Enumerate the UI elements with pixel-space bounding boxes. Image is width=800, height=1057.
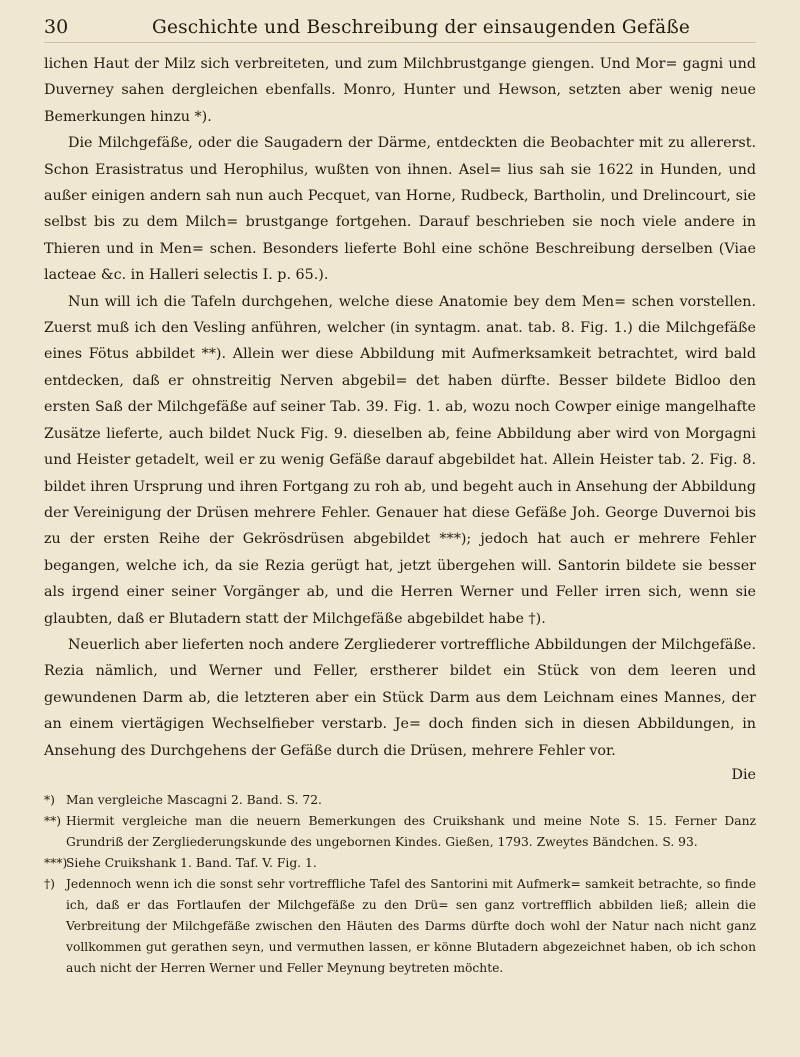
running-title: Geschichte und Beschreibung der einsaugenden Gefäße	[151, 17, 691, 38]
paragraph-1: lichen Haut der Milz sich verbreiteten, und zum Milchbrustgange giengen. Und Mor= gagni und Duverney sahen dergleichen ebenfalls. Monro, Hunter und Hewson, setzten aber wenig neue Bemerkungen hinzu *).	[44, 56, 756, 125]
paragraph-3: Nun will ich die Tafeln durchgehen, welche diese Anatomie bey dem Men= schen vorstellen. Zuerst muß ich den Vesling anführen, welcher (in syntagm. anat. tab. 8. Fig. 1.) die Milchgefäße eines Fötus abbildet **). Allein wer diese Abbildung mit Aufmerksamkeit betrachtet, wird bald entdecken, daß er ohnstreitig Nerven abgebil= det haben dürfte. Besser bildete Bidloo den ersten Saß der Milchgefäße auf seiner Tab. 39. Fig. 1. ab, wozu noch Cowper einige mangelhafte Zusätze lieferte, auch bildet Nuck Fig. 9. dieselben ab, feine Abbildung aber wird von Morgagni und Heister getadelt, weil er zu wenig Gefäße darauf abgebildet hat. Allein Heister tab. 2. Fig. 8. bildet ihren Ursprung und ihren Fortgang zu roh ab, und begeht auch in Ansehung der Abbildung der Vereinigung der Drüsen mehrere Fehler. Genauer hat diese Gefäße Joh. George Duvernoi bis zu der ersten Reihe der Gekrösdrüsen abgebildet ***); jedoch hat auch er mehrere Fehler begangen, welche ich, da sie Rezia gerügt hat, jetzt übergehen will. Santorin bildete sie besser als irgend einer seiner Vorgänger ab, und die Herren Werner und Feller irren sich, wenn sie glaubten, daß er Blutadern statt der Milchgefäße abgebildet habe †).	[44, 293, 756, 627]
footnotes	[44, 790, 756, 979]
footnote-4	[44, 874, 756, 979]
footnote-text: Hiermit vergleiche man die neuern Bemerkungen des Cruikshank und meine Note S. 15. Ferner Danz Grundriß der Zergliederungskunde des ungebornen Kindes. Gießen, 1793. Zweytes Bändchen. S. 93.	[66, 813, 756, 849]
footnote-text: Siehe Cruikshank 1. Band. Taf. V. Fig. 1.	[66, 855, 317, 870]
footnote-1	[44, 790, 756, 811]
footnote-mark: ***)	[44, 855, 68, 870]
footnote-mark: **)	[44, 813, 62, 828]
footnote-text: Man vergleiche Mascagni 2. Band. S. 72.	[66, 792, 322, 807]
footnote-mark: *)	[44, 792, 55, 807]
footnote-2	[44, 811, 756, 853]
footnote-text: Jedennoch wenn ich die sonst sehr vortreffliche Tafel des Santorini mit Aufmerk= samkeit betrachte, so finde ich, daß er das Fortlaufen der Milchgefäße zu den Drü= sen ganz vortrefflich abbilden ließ; allein die Verbreitung der Milchgefäße zwischen den Häuten des Darms dürfte doch wohl der Natur nach nicht ganz vollkommen gut gerathen seyn, und vermuthen lassen, er könne Blutadern abgezeichnet haben, ob ich schon auch nicht der Herren Werner und Feller Meynung beytreten möchte.	[66, 876, 756, 975]
paragraph-2: Die Milchgefäße, oder die Saugadern der Därme, entdeckten die Beobachter mit zu allererst. Schon Erasistratus und Herophilus, wußten von ihnen. Asel= lius sah sie 1622 in Hunden, und außer einigen andern sah nun auch Pecquet, van Horne, Rudbeck, Bartholin, und Drelincourt, sie selbst bis zu dem Milch= brustgange fortgehen. Darauf beschrieben sie noch viele andere in Thieren und in Men= schen. Besonders lieferte Bohl eine schöne Beschreibung derselben (Viae lacteae &c. in Halleri selectis I. p. 65.).	[44, 135, 756, 284]
page-number: 30	[44, 16, 69, 38]
body-text	[44, 51, 756, 764]
footnote-3	[44, 853, 756, 874]
paragraph-4: Neuerlich aber lieferten noch andere Zergliederer vortreffliche Abbildungen der Milchgefäße. Rezia nämlich, und Werner und Feller, erstherer bildet ein Stück von dem leeren und gewundenen Darm ab, die letzteren aber ein Stück Darm aus dem Leichnam eines Mannes, der an einem viertägigen Wechselfieber verstarb. Je= doch finden sich in diesen Abbildungen, in Ansehung des Durchgehens der Gefäße durch die Drüsen, mehrere Fehler vor.	[44, 636, 756, 759]
catchword: Die	[731, 766, 756, 783]
page-header	[44, 16, 756, 43]
footnote-mark: †)	[44, 876, 55, 891]
